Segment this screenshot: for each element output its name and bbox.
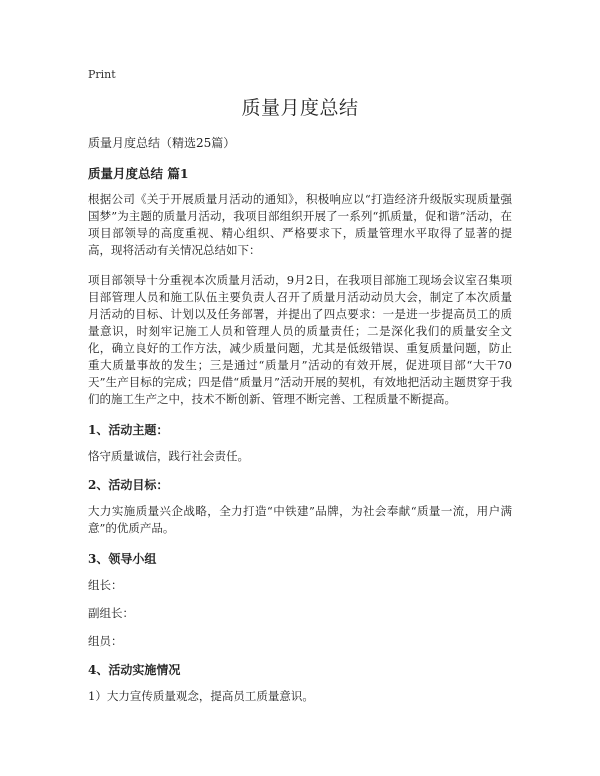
document-subtitle: 质量月度总结（精选25篇） <box>88 136 236 150</box>
section-heading-goal: 2、活动目标： <box>88 478 169 492</box>
body-paragraph: 项目部领导十分重视本次质量月活动，9月2日，在我项目部施工现场会议室召集项目部管理人员和施工队伍主要负责人召开了质量月活动动员大会，制定了本次质量月活动的目标、计划以及任务部署，并提出了四点要求：一是进一步提高员工的质量意识，时刻牢记施工人员和管理人员的质量责任；二是深化我们的质量安全文化，确立良好的工作方法，减少质量问题，尤其是低级错误、重复质量问题，防止重大质量事故的发生；三是通过“质量月”活动的有效开展，促进项目部“大干70天”生产目标的完成；四是借“质量月”活动开展的契机，有效地把活动主题贯穿于我们的施工生产之中，技术不断创新、管理不断完善、工程质量不断提高。 <box>88 273 512 406</box>
goal-text: 大力实施质量兴企战略，全力打造“中铁建”品牌，为社会奉献“质量一流，用户满意”的优质产品。 <box>88 504 512 535</box>
section-heading-implementation: 4、活动实施情况 <box>88 663 181 677</box>
theme-text: 恪守质量诚信，践行社会责任。 <box>88 449 249 463</box>
deputy-leader-line: 副组长： <box>88 606 134 620</box>
section-heading-leadership: 3、领导小组 <box>88 552 157 566</box>
intro-paragraph: 根据公司《关于开展质量月活动的通知》，积极响应以“打造经济升级版实现质量强国梦”为主题的质量月活动，我项目部组织开展了一系列“抓质量，促和谐”活动，在项目部领导的高度重视、精心组织、严格要求下，质量管理水平取得了显著的提高，现将活动有关情况总结如下： <box>88 192 512 257</box>
leader-line: 组长： <box>88 578 123 592</box>
article-heading: 质量月度总结 篇1 <box>88 166 189 181</box>
print-link[interactable]: Print <box>88 68 116 81</box>
page-title: 质量月度总结 <box>241 97 359 119</box>
section-heading-theme: 1、活动主题： <box>88 423 169 437</box>
implementation-item: 1）大力宣传质量观念，提高员工质量意识。 <box>88 689 314 703</box>
member-line: 组员： <box>88 634 123 648</box>
